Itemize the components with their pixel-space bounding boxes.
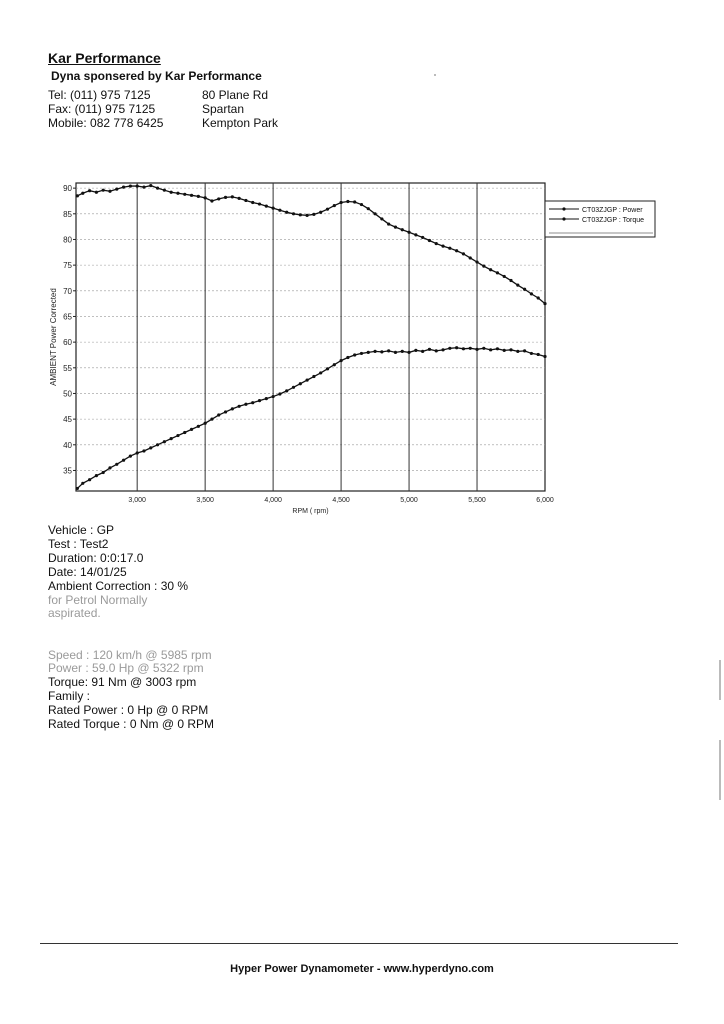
y-tick-label: 45 [63,415,72,425]
data-point [394,351,397,354]
data-point [231,407,234,410]
data-point [231,195,234,198]
data-point [394,226,397,229]
data-point [210,418,213,421]
plot-area [76,183,545,491]
data-point [95,191,98,194]
y-tick-label: 80 [63,235,72,245]
data-point [122,459,125,462]
date-line: Date: 14/01/25 [48,565,127,579]
data-point [210,199,213,202]
data-point [503,349,506,352]
x-tick-label: 3,500 [196,497,214,504]
data-point [530,352,533,355]
data-point [380,350,383,353]
data-point [217,413,220,416]
y-tick-label: 70 [63,286,72,296]
data-point [537,296,540,299]
y-tick-label: 75 [63,261,72,271]
data-point [306,214,309,217]
data-point [142,449,145,452]
power-line: Power : 59.0 Hp @ 5322 rpm [48,661,204,675]
data-point [455,249,458,252]
data-point [489,268,492,271]
data-point [448,247,451,250]
data-point [238,405,241,408]
data-point [299,382,302,385]
x-tick-label: 4,500 [332,497,350,504]
dyno-chart-svg [40,175,660,520]
dyno-chart [40,175,660,520]
data-point [312,375,315,378]
data-point [299,213,302,216]
data-point [129,184,132,187]
y-axis-label: AMBIENT Power Corrected [49,288,58,386]
company-subtitle: Dyna sponsered by Kar Performance [51,69,262,83]
data-point [265,397,268,400]
data-point [407,231,410,234]
data-point [421,350,424,353]
data-point [503,275,506,278]
data-point [292,212,295,215]
data-point [88,189,91,192]
data-point [421,236,424,239]
data-point [482,265,485,268]
contact-address-block [202,88,278,130]
contact-fax: Fax: (011) 975 7125 [48,102,156,116]
rated-power-line: Rated Power : 0 Hp @ 0 RPM [48,703,209,717]
data-point [88,478,91,481]
data-point [469,256,472,259]
duration-line: Duration: 0:0:17.0 [48,551,144,565]
data-point [197,425,200,428]
data-point [258,399,261,402]
test-line: Test : Test2 [48,537,109,551]
data-point [81,482,84,485]
data-point [265,205,268,208]
data-point [353,200,356,203]
y-tick-label: 90 [63,184,72,194]
x-tick-label: 5,000 [400,497,418,504]
data-point [102,189,105,192]
ambient-correction-line: Ambient Correction : 30 % [48,579,189,593]
data-point [149,446,152,449]
data-point [217,197,220,200]
data-point [523,288,526,291]
y-tick-label: 35 [63,466,72,476]
data-point [346,200,349,203]
data-point [462,252,465,255]
data-point [108,466,111,469]
y-tick-label: 60 [63,338,72,348]
data-point [224,196,227,199]
company-name: Kar Performance [48,50,161,66]
data-point [469,347,472,350]
data-point [339,201,342,204]
data-point [475,348,478,351]
data-point [339,359,342,362]
data-point [190,194,193,197]
data-point [319,211,322,214]
data-point [163,440,166,443]
x-tick-label: 6,000 [536,497,554,504]
petrol-note-line-2: aspirated. [48,606,101,620]
data-point [428,348,431,351]
data-point [122,186,125,189]
data-point [272,207,275,210]
data-point [170,437,173,440]
data-point [428,239,431,242]
data-point [333,204,336,207]
data-point [414,349,417,352]
data-point [115,463,118,466]
data-point [278,392,281,395]
data-point [482,347,485,350]
data-point [401,350,404,353]
data-point [204,422,207,425]
data-point [455,346,458,349]
legend-marker [562,217,565,220]
data-point [176,192,179,195]
data-point [197,195,200,198]
data-point [272,395,275,398]
data-point [312,213,315,216]
data-point [387,349,390,352]
scan-edge-mark [719,740,721,800]
speed-line: Speed : 120 km/h @ 5985 rpm [48,648,212,662]
data-point [496,271,499,274]
data-point [129,454,132,457]
data-point [543,302,546,305]
data-point [176,434,179,437]
data-point [496,347,499,350]
data-point [407,351,410,354]
data-point [142,186,145,189]
data-point [537,353,540,356]
vehicle-line: Vehicle : GP [48,523,115,537]
x-tick-label: 4,000 [264,497,282,504]
x-tick-label: 5,500 [468,497,486,504]
data-point [170,191,173,194]
data-point [441,245,444,248]
data-point [373,350,376,353]
data-point [346,356,349,359]
data-point [224,410,227,413]
x-axis-label: RPM ( rpm) [292,508,329,515]
data-point [76,487,79,490]
legend-label: CT03ZJGP : Power [582,207,643,214]
data-point [183,193,186,196]
data-point [95,474,98,477]
data-point [353,353,356,356]
data-point [441,348,444,351]
data-point [435,242,438,245]
data-point [543,355,546,358]
address-suburb: Spartan [202,102,245,116]
data-point [319,371,322,374]
y-tick-label: 55 [63,363,72,373]
data-point [516,284,519,287]
data-point [136,451,139,454]
data-point [367,207,370,210]
data-point [333,363,336,366]
data-point [401,228,404,231]
data-point [530,292,533,295]
data-point [523,349,526,352]
data-point [204,196,207,199]
footer-text: Hyper Power Dynamometer - www.hyperdyno.com [230,963,494,975]
address-city: Kempton Park [202,116,279,130]
contact-mobile: Mobile: 082 778 6425 [48,116,164,130]
data-point [238,197,241,200]
data-point [251,401,254,404]
data-point [149,184,152,187]
data-point [509,348,512,351]
data-point [183,431,186,434]
data-point [367,351,370,354]
data-point [292,386,295,389]
data-point [373,212,376,215]
contact-phone-block [48,88,163,130]
legend-label: CT03ZJGP : Torque [582,217,644,224]
legend-marker [562,207,565,210]
contact-tel: Tel: (011) 975 7125 [48,88,151,102]
data-point [516,350,519,353]
data-point [76,194,79,197]
data-point [462,347,465,350]
data-point [81,192,84,195]
data-point [190,428,193,431]
data-point [414,233,417,236]
data-point [475,260,478,263]
y-tick-label: 40 [63,440,72,450]
data-point [163,189,166,192]
data-point [102,471,105,474]
data-point [278,209,281,212]
data-point [251,201,254,204]
petrol-note-line-1: for Petrol Normally [48,593,148,607]
address-street: 80 Plane Rd [202,88,269,102]
data-point [360,203,363,206]
data-point [306,379,309,382]
data-point [448,347,451,350]
family-line: Family : [48,689,90,703]
data-point [326,367,329,370]
data-point [244,403,247,406]
data-point [489,348,492,351]
data-point [326,208,329,211]
data-point [387,222,390,225]
footer-rule [40,943,678,944]
data-point [380,217,383,220]
x-tick-label: 3,000 [128,497,146,504]
data-point [435,349,438,352]
data-point [115,188,118,191]
data-point [156,443,159,446]
rated-torque-line: Rated Torque : 0 Nm @ 0 RPM [48,717,215,731]
data-point [136,184,139,187]
data-point [156,187,159,190]
scan-speck [434,74,436,76]
torque-line: Torque: 91 Nm @ 3003 rpm [48,675,197,689]
data-point [285,389,288,392]
data-point [108,190,111,193]
scan-edge-mark [719,660,721,700]
y-tick-label: 50 [63,389,72,399]
data-point [360,352,363,355]
data-point [285,211,288,214]
data-point [244,199,247,202]
y-tick-label: 85 [63,209,72,219]
data-point [509,279,512,282]
data-point [258,202,261,205]
y-tick-label: 65 [63,312,72,322]
